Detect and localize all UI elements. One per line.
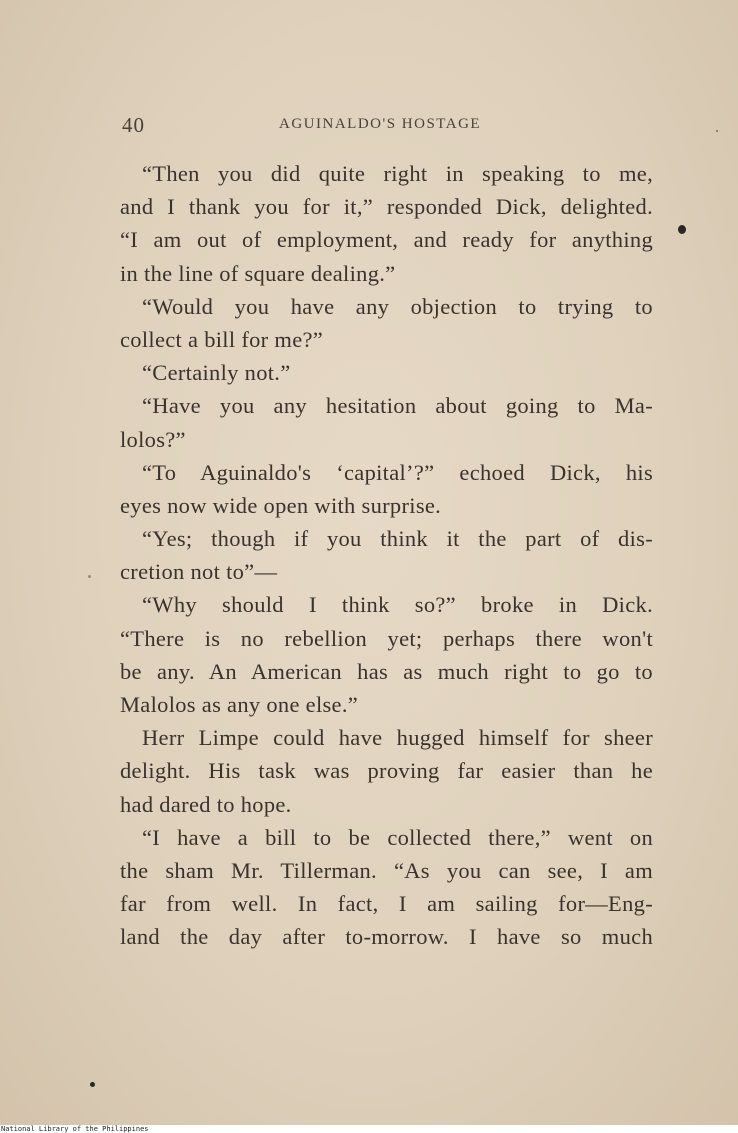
text-line-7: “Certainly not.”: [142, 360, 291, 386]
text-line-5: “Would you have any objection to trying to: [142, 293, 653, 319]
ink-speck: [716, 130, 718, 132]
page-number: 40: [122, 113, 145, 137]
ink-speck: [90, 1082, 95, 1087]
ink-speck: [678, 225, 686, 234]
text-line-22: the sham Mr. Tillerman. “As you can see, I am: [120, 857, 653, 883]
text-line-21: “I have a bill to be collected there,” went on: [142, 824, 653, 850]
footer-credit: National Library of the Philippines: [1, 1125, 149, 1133]
text-line-9: lolos?”: [120, 426, 186, 452]
text-line-17: Malolos as any one else.”: [120, 692, 359, 717]
text-line-4: in the line of square dealing.”: [120, 260, 396, 286]
text-line-3: “I am out of employment, and ready for anything: [120, 227, 653, 253]
text-line-12: “Yes; though if you think it the part of dis-: [142, 526, 653, 552]
text-line-2: and I thank you for it,” responded Dick, delighted.: [120, 194, 653, 220]
text-line-19: delight. His task was proving far easier than he: [120, 758, 653, 784]
page-header: [0, 113, 738, 141]
text-line-16: be any. An American has as much right to go to: [120, 658, 653, 684]
text-line-6: collect a bill for me?”: [120, 326, 324, 352]
text-line-8: “Have you any hesitation about going to Ma-: [142, 393, 653, 419]
text-line-14: “Why should I think so?” broke in Dick.: [142, 592, 653, 618]
text-line-20: had dared to hope.: [120, 791, 292, 817]
text-line-11: eyes now wide open with surprise.: [120, 492, 442, 518]
text-line-1: “Then you did quite right in speaking to me,: [142, 161, 653, 186]
running-title: AGUINALDO'S HOSTAGE: [279, 116, 482, 132]
text-line-18: Herr Limpe could have hugged himself for sheer: [142, 725, 653, 751]
text-line-13: cretion not to”—: [120, 559, 278, 585]
text-line-24: land the day after to-morrow. I have so much: [120, 924, 653, 950]
ink-speck: [88, 575, 91, 578]
body-text: [120, 157, 653, 954]
text-line-23: far from well. In fact, I am sailing for—Eng-: [120, 891, 653, 917]
text-line-15: “There is no rebellion yet; perhaps there won't: [120, 625, 653, 651]
text-line-10: “To Aguinaldo's ‘capital’?” echoed Dick, his: [142, 459, 653, 485]
